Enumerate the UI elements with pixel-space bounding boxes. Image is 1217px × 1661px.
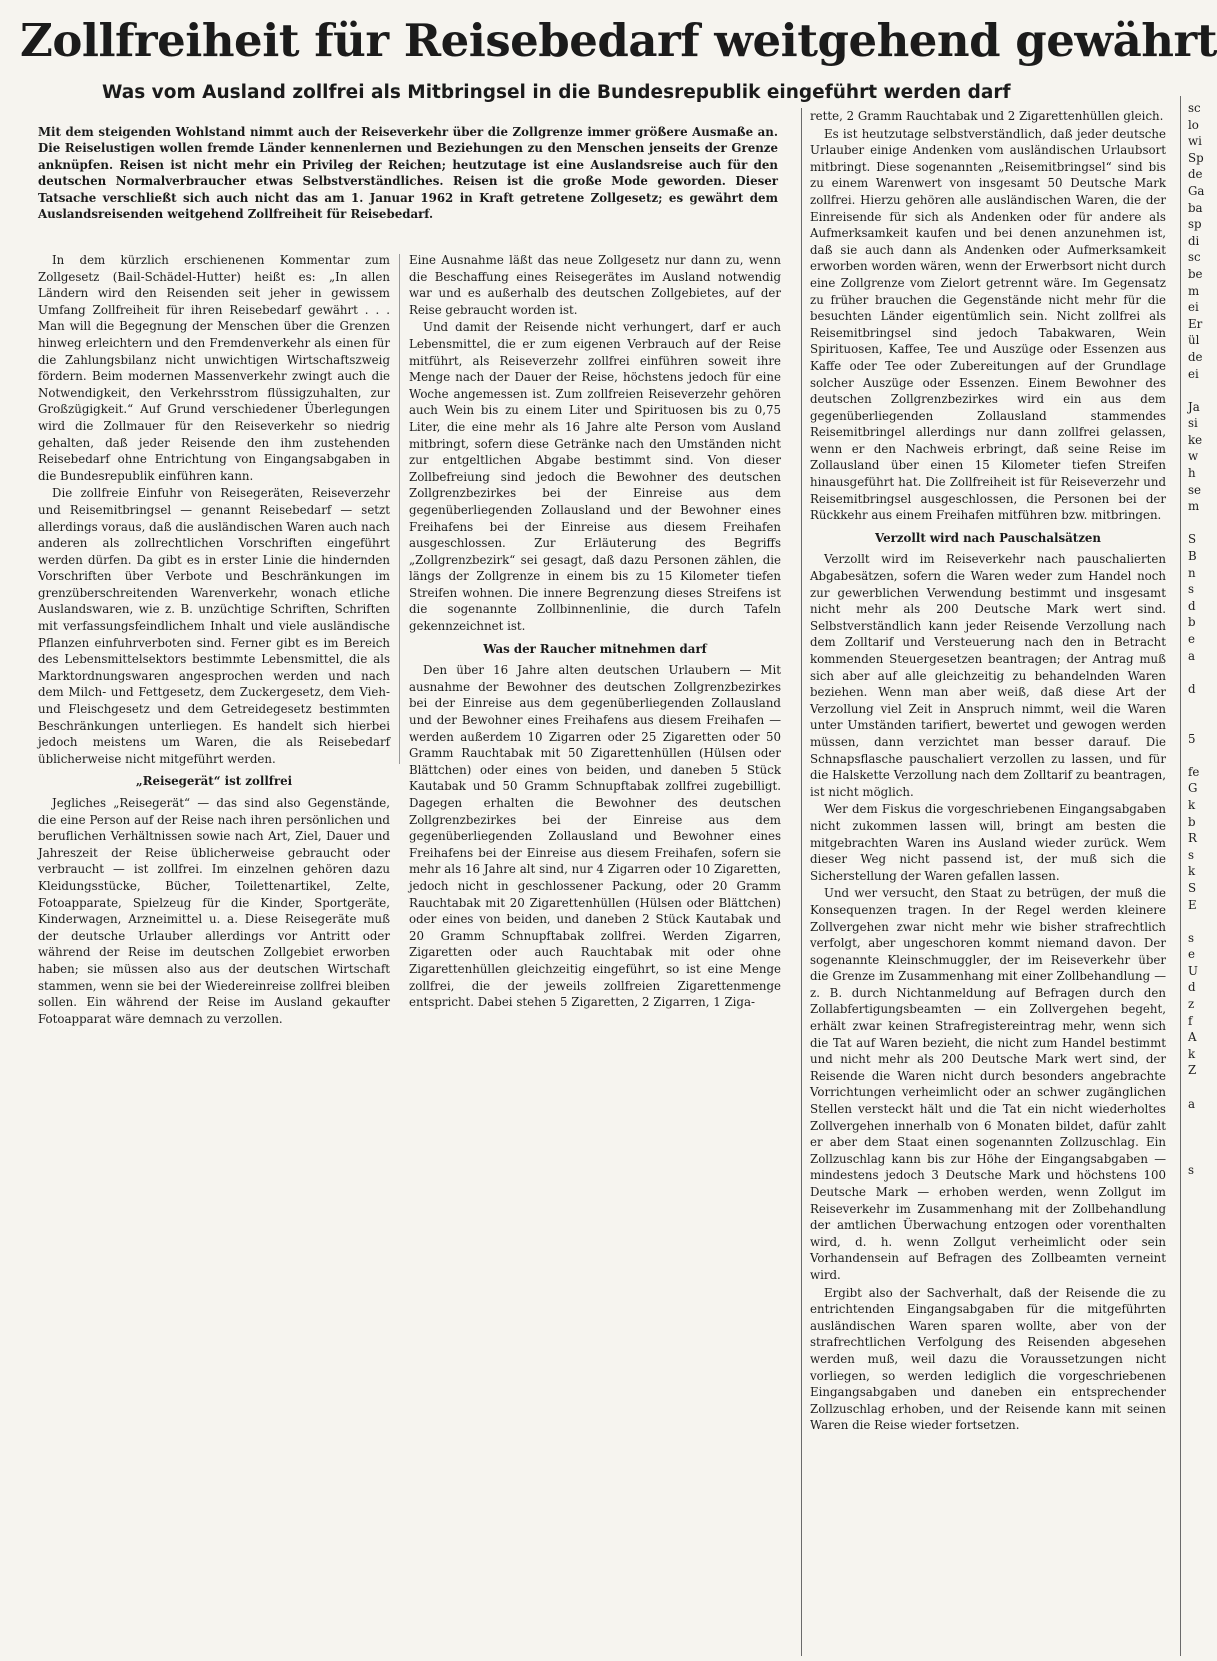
article-column-3 bbox=[810, 108, 1166, 1653]
fragment-line bbox=[1188, 515, 1205, 532]
fragment-line: b bbox=[1188, 615, 1196, 630]
paragraph: Den über 16 Jahre alten deutschen Urlaubern — Mit ausnahme der Bewohner des deutschen Zollgrenzbezirkes bei der Einreise aus dem gegenüberliegenden Zollausland und der Bewohner eines Freihafens aus diesem Freihafen — werden außerdem 10 Zigarren oder 25 Zigaretten oder 50 Gramm Rauchtabak mit 50 Zigarettenhüllen (Hülsen oder Blättchen) oder eines von beiden, und daneben 5 Stück Kautabak und 50 Gramm Schnupftabak zollfrei zugebilligt. Dagegen erhalten die Bewohner des deutschen Zollgrenzbezirkes bei der Einreise aus dem gegenüberliegenden Zollausland und Bewohner eines Freihafens bei der Einreise aus diesem Freihafen, sofern sie mehr als 16 Jahre alt sind, nur 4 Zigarren oder 10 Zigaretten, jedoch nicht in geschlossener Packung, oder 20 Gramm Rauchtabak mit 20 Zigarettenhüllen (Hülsen oder Blättchen) oder eines von beiden, und daneben 2 Stück Kautabak und 20 Gramm Schnupftabak zollfrei. Werden Zigarren, Zigaretten oder auch Rauchtabak mit oder ohne Zigarettenhüllen gleichzeitig eingeführt, so ist eine Menge zollfrei, die der jeweils zollfreien Zigarettenmenge entspricht. Dabei stehen 5 Zigaretten, 2 Zigarren, 1 Ziga- bbox=[409, 663, 781, 1010]
fragment-line: di bbox=[1188, 233, 1200, 248]
article-column-2 bbox=[409, 252, 781, 1010]
fragment-line: de bbox=[1188, 167, 1203, 182]
fragment-line: 5 bbox=[1188, 731, 1196, 746]
column-divider bbox=[1180, 96, 1181, 1656]
fragment-line: a bbox=[1188, 648, 1196, 663]
fragment-line: ül bbox=[1188, 333, 1200, 348]
fragment-line: S bbox=[1188, 880, 1197, 895]
fragment-line bbox=[1188, 1145, 1205, 1162]
fragment-line: Ja bbox=[1188, 399, 1200, 414]
article-column-1 bbox=[38, 252, 390, 1026]
fragment-line bbox=[1188, 664, 1205, 681]
fragment-line: ba bbox=[1188, 200, 1203, 215]
column-divider bbox=[399, 254, 400, 764]
fragment-line: a bbox=[1188, 1096, 1196, 1111]
fragment-line: ei bbox=[1188, 300, 1199, 315]
fragment-line: fe bbox=[1188, 764, 1200, 779]
fragment-line: d bbox=[1188, 980, 1196, 995]
fragment-line bbox=[1188, 747, 1205, 764]
fragment-line: w bbox=[1188, 449, 1199, 464]
fragment-line: k bbox=[1188, 864, 1196, 879]
fragment-line: lo bbox=[1188, 117, 1199, 132]
subheadline: Was vom Ausland zollfrei als Mitbringsel in die Bundesrepublik eingeführt werden darf bbox=[102, 82, 1011, 103]
fragment-line: se bbox=[1188, 482, 1202, 497]
fragment-line bbox=[1188, 1112, 1205, 1129]
section-heading: Verzollt wird nach Pauschalsätzen bbox=[875, 530, 1101, 545]
fragment-line: d bbox=[1188, 598, 1196, 613]
fragment-line: wi bbox=[1188, 134, 1202, 149]
fragment-line: m bbox=[1188, 283, 1200, 298]
paragraph: Und damit der Reisende nicht verhungert, darf er auch Lebensmittel, die er zum eigenen Verbrauch auf der Reise mitführt, als Reiseverzehr zollfrei einführen soweit ihre Menge nach der Dauer der Reise, höchstens jedoch für eine Woche angemessen ist. Zum zollfreien Reiseverzehr gehören auch Wein bis zu einem Liter und Spirituosen bis zu 0,75 Liter, die eine mehr als 16 Jahre alte Person vom Ausland mitbringt, sofern diese Getränke nach den Umständen nicht zur entgeltlichen Abgabe bestimmt sind. Von dieser Zollbefreiung sind jedoch die Bewohner des deutschen Zollgrenzbezirkes bei der Einreise aus dem gegenüberliegenden Zollausland und der Bewohner eines Freihafens bei der Einreise aus diesem Freihafen ausgeschlossen. Zur Erläuterung des Begriffs „Zollgrenzbezirk“ sei gesagt, daß dazu Personen zählen, die längs der Zollgrenze in einem bis zu 15 Kilometer tiefen Streifen wohnen. Die innere Begrenzung dieses Streifens ist die sogenannte Zollbinnenlinie, die durch Tafeln gekennzeichnet ist. bbox=[409, 320, 781, 634]
fragment-line: G bbox=[1188, 781, 1198, 796]
paragraph: Die zollfreie Einfuhr von Reisegeräten, Reiseverzehr und Reisemitbringsel — genannt Reisebedarf — setzt allerdings voraus, daß die ausländischen Waren auch nach anderen als zollrechtlichen Vorschriften eingeführt werden dürfen. Da gibt es in erster Linie die hindernden Vorschriften über Verbote und Beschränkungen im grenzüberschreitenden Warenverkehr, wonach etliche Auslandswaren, wie z. B. unzüchtige Schriften, Schriften mit verfassungsfeindlichem Inhalt und viele ausländische Pflanzen einfuhrverboten sind. Ferner gibt es im Bereich des Lebensmittelsektors bestimmte Lebensmittel, die als Marktordnungswaren angesprochen werden und nach dem Milch- und Fettgesetz, dem Zuckergesetz, dem Vieh- und Fleischgesetz und dem Getreidegesetz bestimmten Beschränkungen unterliegen. Es handelt sich hierbei jedoch meistens um Waren, die als Reisebedarf üblicherweise nicht mitgeführt werden. bbox=[38, 486, 390, 766]
paragraph: Ergibt also der Sachverhalt, daß der Reisende die zu entrichtenden Eingangsabgaben für die mitgeführten ausländischen Waren sparen wollte, aber von der strafrechtlichen Verfolgung des Reisenden abgesehen werden muß, weil dazu die Voraussetzungen nicht vorliegen, so werden lediglich die vorgeschriebenen Eingangsabgaben und daneben ein entsprechender Zollzuschlag erhoben, und der Reisende kann mit seinen Waren die Reise wieder fortsetzen. bbox=[810, 1285, 1166, 1433]
fragment-line: k bbox=[1188, 1046, 1196, 1061]
fragment-line: si bbox=[1188, 416, 1198, 431]
fragment-line: B bbox=[1188, 549, 1197, 564]
fragment-line: S bbox=[1188, 532, 1197, 547]
paragraph: In dem kürzlich erschienenen Kommentar zum Zollgesetz (Bail-Schädel-Hutter) heißt es: „In allen Ländern wird den Reisenden seit jeher in gewissem Umfang Zollfreiheit für ihren Reisebedarf gewährt . . . Man will die Begegnung der Menschen über die Grenzen hinweg erleichtern und den Fremdenverkehr als einen für die Zahlungsbilanz nicht unwichtigen Wirtschaftszweig fördern. Beim modernen Massenverkehr zwingt auch die Notwendigkeit, den Verkehrsstrom flüssigzuhalten, zur Großzügigkeit.“ Auf Grund verschiedener Überlegungen wird die Zollmauer für den Reiseverkehr so niedrig gehalten, daß jeder Reisende den ihm zustehenden Reisebedarf ohne Entrichtung von Eingangsabgaben in die Bundesrepublik einführen kann. bbox=[38, 253, 390, 483]
lede-paragraph: Mit dem steigenden Wohlstand nimmt auch der Reiseverkehr über die Zollgrenze immer größere Ausmaße an. Die Reiselustigen wollen fremde Länder kennenlernen und Beziehungen zu den Menschen jenseits der Grenze anknüpfen. Reisen ist nicht mehr ein Privileg der Reichen; heutzutage ist eine Auslandsreise auch für den deutschen Normalverbraucher etwas Selbstverständliches. Reisen ist die große Mode geworden. Dieser Tatsache verschließt sich auch nicht das am 1. Januar 1962 in Kraft getretene Zollgesetz; es gewährt dem Auslandsreisenden weitgehend Zollfreiheit für Reisebedarf. bbox=[38, 125, 778, 222]
fragment-line: Sp bbox=[1188, 150, 1204, 165]
fragment-line: E bbox=[1188, 897, 1197, 912]
paragraph: Jegliches „Reisegerät“ — das sind also Gegenstände, die eine Person auf der Reise nach ihren persönlichen und beruflichen Verhältnissen sowie nach Art, Ziel, Dauer und Jahreszeit der Reise üblicherweise gebraucht oder verbraucht — ist zollfrei. Im einzelnen gehören dazu Kleidungsstücke, Bücher, Toilettenartikel, Zelte, Fotoapparate, Spielzeug für die Kinder, Sportgeräte, Kinderwagen, Arzneimittel u. a. Diese Reisegeräte muß der deutsche Urlauber allerdings vor Antritt oder während der Reise im deutschen Zollgebiet erworben haben; sie müssen also aus der deutschen Wirtschaft stammen, wenn sie bei der Wiedereinreise zollfrei bleiben sollen. Ein während der Reise im Ausland gekaufter Fotoapparat wäre demnach zu verzollen. bbox=[38, 796, 390, 1026]
fragment-line: sc bbox=[1188, 101, 1201, 115]
fragment-line: s bbox=[1188, 847, 1195, 862]
fragment-line: R bbox=[1188, 831, 1197, 846]
fragment-line: s bbox=[1188, 1163, 1195, 1177]
column-divider bbox=[801, 108, 802, 1656]
fragment-line: Ga bbox=[1188, 183, 1205, 198]
fragment-line: k bbox=[1188, 797, 1196, 812]
fragment-line: e bbox=[1188, 632, 1195, 646]
fragment-line bbox=[1188, 1129, 1205, 1146]
paragraph: Verzollt wird im Reiseverkehr nach pauschalierten Abgabesätzen, sofern die Waren weder zum Handel noch zur gewerblichen Verwendung bestimmt und insgesamt nicht mehr als 200 Deutsche Mark wert sind. Selbstverständlich kann jeder Reisende Verzollung nach dem Zolltarif und Versteuerung nach den in Betracht kommenden Steuergesetzen beantragen; der Antrag muß sich aber auf alle gleichzeitig zu behandelnden Waren beziehen. Wenn man aber weiß, daß diese Art der Verzollung viel Zeit in Anspruch nimmt, weil die Waren unter Umständen tarifiert, bewertet und gewogen werden müssen, dann verzichtet man besser darauf. Die Schnapsflasche pauschaliert verzollen zu lassen, und für die Halskette Verzollung nach dem Zolltarif zu beantragen, ist nicht möglich. bbox=[810, 552, 1166, 799]
fragment-line: be bbox=[1188, 266, 1203, 281]
fragment-line: m bbox=[1188, 499, 1200, 514]
fragment-line bbox=[1188, 913, 1205, 930]
paragraph: Wer dem Fiskus die vorgeschriebenen Eingangsabgaben nicht zukommen lassen will, bringt am besten die mitgebrachten Waren ins Ausland wieder zurück. Wem dieser Weg nicht passend ist, der muß sich die Sicherstellung der Waren gefallen lassen. bbox=[810, 802, 1166, 883]
fragment-line: Z bbox=[1188, 1063, 1197, 1078]
fragment-line bbox=[1188, 714, 1205, 731]
fragment-line: f bbox=[1188, 1013, 1193, 1028]
paragraph: Und wer versucht, den Staat zu betrügen, der muß die Konsequenzen tragen. In der Regel werden kleinere Zollvergehen zwar nicht mehr wie bisher strafrechtlich verfolgt, aber ungeschoren kommt niemand davon. Der sogenannte Kleinschmuggler, der im Reiseverkehr über die Grenze im Zusammenhang mit einer Zollbehandlung — z. B. durch Nichtanmeldung auf Befragen durch den Zollabfertigungsbeamten — ein Zollvergehen begeht, erhält zwar keinen Strafregistereintrag mehr, wenn sich die Tat auf Waren bezieht, die nicht zum Handel bestimmt und nicht mehr als 200 Deutsche Mark wert sind, der Reisende die Waren nicht durch besonders angebrachte Vorrichtungen verheimlicht oder an schwer zugänglichen Stellen versteckt hält und die Tat ein nicht wiederholtes Zollvergehen innerhalb von 6 Monaten bildet, dafür zahlt er aber dem Staat einen sogenannten Zollzuschlag. Ein Zollzuschlag kann bis zur Höhe der Eingangsabgaben — mindestens jedoch 3 Deutsche Mark und höchstens 100 Deutsche Mark — erhoben werden, wenn Zollgut im Reiseverkehr im Zusammenhang mit der Zollbehandlung der amtlichen Überwachung entzogen oder vorenthalten wird, d. h. wenn Zollgut verheimlicht oder sein Vorhandensein auf Befragen des Zollbeamten verneint wird. bbox=[810, 886, 1166, 1282]
fragment-line: b bbox=[1188, 814, 1196, 829]
fragment-line bbox=[1188, 1079, 1205, 1096]
fragment-line bbox=[1188, 382, 1205, 399]
fragment-line: s bbox=[1188, 582, 1195, 597]
fragment-line: s bbox=[1188, 930, 1195, 945]
fragment-line: ei bbox=[1188, 366, 1199, 381]
paragraph: Eine Ausnahme läßt das neue Zollgesetz nur dann zu, wenn die Beschaffung eines Reisegerätes im Ausland notwendig war und es außerhalb des deutschen Zollgebietes, auf der Reise gebraucht worden ist. bbox=[409, 253, 781, 317]
section-heading: „Reisegerät“ ist zollfrei bbox=[135, 774, 293, 789]
section-heading: Was der Raucher mitnehmen darf bbox=[483, 641, 707, 656]
headline: Zollfreiheit für Reisebedarf weitgehend gewährt bbox=[20, 14, 1217, 67]
fragment-line: U bbox=[1188, 963, 1198, 978]
fragment-line: de bbox=[1188, 349, 1203, 364]
fragment-line bbox=[1188, 697, 1205, 714]
paragraph: Es ist heutzutage selbstverständlich, daß jeder deutsche Urlauber einige Andenken vom ausländischen Urlaubsort mitbringt. Diese sogenannten „Reisemitbringsel“ sind bis zu einem Warenwert von insgesamt 50 Deutsche Mark zollfrei. Hierzu gehören alle ausländischen Waren, die der Einreisende für sich als Andenken oder für andere als Aufmerksamkeit kaufen und bei denen anzunehmen ist, daß sie auch dann als Andenken oder Aufmerksamkeit erworben worden wären, wenn der Erwerbsort nicht durch eine Zollgrenze vom Zielort getrennt wäre. Im Gegensatz zu früher brauchen die Gegenstände nicht mehr für die besuchten Länder eigentümlich sein. Nicht zollfrei als Reisemitbringsel sind jedoch Tabakwaren, Wein Spirituosen, Kaffee, Tee und Auszüge oder Essenzen aus Kaffe oder Tee oder Zubereitungen auf der Grundlage solcher Auszüge oder Essenzen. Einem Bewohner des deutschen Zollgrenzbezirkes wird ein aus dem gegenüberliegenden Zollausland stammendes Reisemitbringel allerdings nur dann zollfrei gelassen, wenn er den Nachweis erbringt, daß seine Reise im Zollausland über einen 15 Kilometer tiefen Streifen hinausgeführt hat. Die Zollfreiheit ist für Reiseverzehr und Reisemitbringsel ausgeschlossen, die Personen bei der Rückkehr aus einem Freihafen mitführen bzw. mitbringen. bbox=[810, 126, 1166, 523]
fragment-line: sc bbox=[1188, 250, 1201, 265]
fragment-line: sp bbox=[1188, 217, 1202, 232]
adjacent-article-fragment bbox=[1188, 100, 1205, 1200]
fragment-line: n bbox=[1188, 565, 1196, 580]
paragraph: rette, 2 Gramm Rauchtabak und 2 Zigarettenhüllen gleich. bbox=[810, 109, 1164, 123]
fragment-line: A bbox=[1188, 1030, 1197, 1045]
fragment-line: e bbox=[1188, 947, 1195, 962]
fragment-line: ke bbox=[1188, 432, 1203, 447]
fragment-line: Er bbox=[1188, 316, 1203, 331]
fragment-line: h bbox=[1188, 466, 1196, 481]
fragment-line: z bbox=[1188, 997, 1195, 1012]
fragment-line: d bbox=[1188, 681, 1196, 696]
